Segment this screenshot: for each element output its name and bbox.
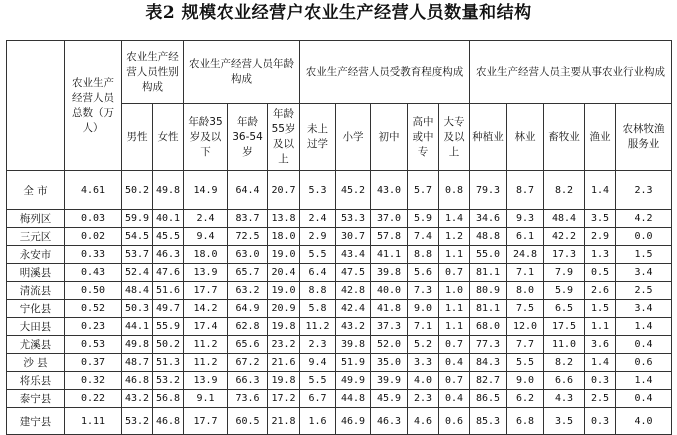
- value-cell: 1.11: [65, 408, 122, 435]
- value-cell: 48.4: [122, 282, 153, 300]
- header-ind-forest: 林业: [507, 104, 544, 171]
- value-cell: 2.3: [300, 336, 336, 354]
- value-cell: 63.0: [228, 246, 268, 264]
- value-cell: 3.4: [616, 264, 672, 282]
- value-cell: 42.8: [336, 282, 371, 300]
- value-cell: 9.1: [184, 390, 228, 408]
- value-cell: 3.3: [408, 354, 439, 372]
- header-region-blank: [7, 41, 65, 171]
- value-cell: 5.5: [507, 354, 544, 372]
- value-cell: 47.5: [336, 264, 371, 282]
- value-cell: 7.1: [408, 318, 439, 336]
- region-cell: 宁化县: [7, 300, 65, 318]
- value-cell: 9.0: [507, 372, 544, 390]
- value-cell: 8.0: [507, 282, 544, 300]
- value-cell: 0.4: [616, 390, 672, 408]
- value-cell: 0.4: [439, 390, 470, 408]
- value-cell: 17.5: [544, 318, 585, 336]
- value-cell: 0.50: [65, 282, 122, 300]
- value-cell: 0.5: [585, 264, 616, 282]
- table-row: [7, 264, 672, 282]
- region-cell: 全 市: [7, 171, 65, 210]
- value-cell: 7.3: [408, 282, 439, 300]
- value-cell: 68.0: [470, 318, 507, 336]
- header-total-workers: 农业生产经营人员总数（万人）: [65, 41, 122, 171]
- value-cell: 43.2: [122, 390, 153, 408]
- value-cell: 13.8: [268, 210, 300, 228]
- region-cell: 大田县: [7, 318, 65, 336]
- value-cell: 1.4: [616, 372, 672, 390]
- value-cell: 0.7: [439, 336, 470, 354]
- value-cell: 37.0: [371, 210, 408, 228]
- value-cell: 40.1: [153, 210, 184, 228]
- table-row: [7, 210, 672, 228]
- table-row: [7, 228, 672, 246]
- value-cell: 21.8: [268, 408, 300, 435]
- value-cell: 17.7: [184, 408, 228, 435]
- value-cell: 43.0: [371, 171, 408, 210]
- value-cell: 0.52: [65, 300, 122, 318]
- value-cell: 11.2: [184, 336, 228, 354]
- region-cell: 沙 县: [7, 354, 65, 372]
- value-cell: 3.4: [616, 300, 672, 318]
- value-cell: 46.8: [153, 408, 184, 435]
- value-cell: 51.9: [336, 354, 371, 372]
- value-cell: 8.8: [300, 282, 336, 300]
- value-cell: 52.4: [122, 264, 153, 282]
- value-cell: 24.8: [507, 246, 544, 264]
- value-cell: 40.0: [371, 282, 408, 300]
- header-ind-fishery: 渔业: [585, 104, 616, 171]
- value-cell: 41.1: [371, 246, 408, 264]
- value-cell: 4.3: [544, 390, 585, 408]
- value-cell: 39.8: [371, 264, 408, 282]
- table-row: [7, 336, 672, 354]
- value-cell: 9.0: [408, 300, 439, 318]
- value-cell: 11.0: [544, 336, 585, 354]
- region-cell: 泰宁县: [7, 390, 65, 408]
- value-cell: 84.3: [470, 354, 507, 372]
- value-cell: 30.7: [336, 228, 371, 246]
- value-cell: 0.8: [439, 171, 470, 210]
- value-cell: 49.8: [153, 171, 184, 210]
- table-row-total: [7, 171, 672, 210]
- value-cell: 44.8: [336, 390, 371, 408]
- value-cell: 3.5: [544, 408, 585, 435]
- value-cell: 2.3: [408, 390, 439, 408]
- value-cell: 59.9: [122, 210, 153, 228]
- value-cell: 11.2: [184, 354, 228, 372]
- value-cell: 81.1: [470, 300, 507, 318]
- value-cell: 0.32: [65, 372, 122, 390]
- header-age-group: 农业生产经营人员年龄构成: [184, 41, 300, 104]
- value-cell: 50.2: [122, 171, 153, 210]
- value-cell: 37.3: [371, 318, 408, 336]
- value-cell: 53.7: [122, 246, 153, 264]
- value-cell: 0.22: [65, 390, 122, 408]
- value-cell: 53.2: [153, 372, 184, 390]
- value-cell: 6.4: [300, 264, 336, 282]
- value-cell: 9.4: [300, 354, 336, 372]
- value-cell: 6.2: [507, 390, 544, 408]
- header-age-36-54: 年龄36-54岁: [228, 104, 268, 171]
- value-cell: 7.9: [544, 264, 585, 282]
- value-cell: 55.0: [470, 246, 507, 264]
- value-cell: 80.9: [470, 282, 507, 300]
- value-cell: 4.2: [616, 210, 672, 228]
- value-cell: 13.9: [184, 264, 228, 282]
- value-cell: 19.0: [268, 282, 300, 300]
- value-cell: 5.2: [408, 336, 439, 354]
- value-cell: 7.5: [507, 300, 544, 318]
- value-cell: 0.53: [65, 336, 122, 354]
- value-cell: 5.5: [300, 372, 336, 390]
- value-cell: 51.6: [153, 282, 184, 300]
- header-male: 男性: [122, 104, 153, 171]
- value-cell: 64.9: [228, 300, 268, 318]
- value-cell: 39.9: [371, 372, 408, 390]
- value-cell: 41.8: [371, 300, 408, 318]
- value-cell: 0.3: [585, 408, 616, 435]
- value-cell: 2.4: [184, 210, 228, 228]
- value-cell: 77.3: [470, 336, 507, 354]
- value-cell: 66.3: [228, 372, 268, 390]
- value-cell: 35.0: [371, 354, 408, 372]
- value-cell: 5.7: [408, 171, 439, 210]
- header-gender-group: 农业生产经营人员性别构成: [122, 41, 184, 104]
- value-cell: 34.6: [470, 210, 507, 228]
- value-cell: 2.9: [585, 228, 616, 246]
- table-body: [7, 171, 672, 435]
- value-cell: 49.7: [153, 300, 184, 318]
- value-cell: 5.9: [408, 210, 439, 228]
- header-age-35-below: 年龄35岁及以下: [184, 104, 228, 171]
- value-cell: 4.0: [616, 408, 672, 435]
- value-cell: 57.8: [371, 228, 408, 246]
- value-cell: 46.3: [371, 408, 408, 435]
- value-cell: 2.9: [300, 228, 336, 246]
- value-cell: 17.7: [184, 282, 228, 300]
- value-cell: 56.8: [153, 390, 184, 408]
- value-cell: 44.1: [122, 318, 153, 336]
- value-cell: 5.9: [544, 282, 585, 300]
- value-cell: 9.4: [184, 228, 228, 246]
- value-cell: 8.7: [507, 171, 544, 210]
- value-cell: 20.4: [268, 264, 300, 282]
- table-row: [7, 354, 672, 372]
- value-cell: 1.5: [616, 246, 672, 264]
- value-cell: 0.33: [65, 246, 122, 264]
- value-cell: 23.2: [268, 336, 300, 354]
- value-cell: 1.6: [300, 408, 336, 435]
- region-cell: 建宁县: [7, 408, 65, 435]
- value-cell: 6.5: [544, 300, 585, 318]
- value-cell: 54.5: [122, 228, 153, 246]
- value-cell: 2.4: [300, 210, 336, 228]
- value-cell: 19.8: [268, 372, 300, 390]
- value-cell: 60.5: [228, 408, 268, 435]
- value-cell: 79.3: [470, 171, 507, 210]
- header-ind-livestock: 畜牧业: [544, 104, 585, 171]
- value-cell: 83.7: [228, 210, 268, 228]
- value-cell: 1.3: [585, 246, 616, 264]
- value-cell: 4.61: [65, 171, 122, 210]
- value-cell: 53.3: [336, 210, 371, 228]
- header-ind-crop: 种植业: [470, 104, 507, 171]
- stats-table: [6, 40, 672, 435]
- header-age-55-above: 年龄55岁及以上: [268, 104, 300, 171]
- value-cell: 19.8: [268, 318, 300, 336]
- value-cell: 21.6: [268, 354, 300, 372]
- value-cell: 0.43: [65, 264, 122, 282]
- table-row: [7, 246, 672, 264]
- value-cell: 65.7: [228, 264, 268, 282]
- value-cell: 7.1: [507, 264, 544, 282]
- region-cell: 明溪县: [7, 264, 65, 282]
- value-cell: 6.8: [507, 408, 544, 435]
- value-cell: 50.2: [153, 336, 184, 354]
- value-cell: 6.7: [300, 390, 336, 408]
- value-cell: 18.0: [184, 246, 228, 264]
- value-cell: 62.8: [228, 318, 268, 336]
- value-cell: 86.5: [470, 390, 507, 408]
- value-cell: 8.8: [408, 246, 439, 264]
- table-row: [7, 390, 672, 408]
- value-cell: 1.1: [439, 318, 470, 336]
- header-edu-none: 未上过学: [300, 104, 336, 171]
- value-cell: 51.3: [153, 354, 184, 372]
- header-female: 女性: [153, 104, 184, 171]
- value-cell: 14.2: [184, 300, 228, 318]
- value-cell: 2.5: [616, 282, 672, 300]
- value-cell: 52.0: [371, 336, 408, 354]
- value-cell: 2.5: [585, 390, 616, 408]
- value-cell: 85.3: [470, 408, 507, 435]
- value-cell: 65.6: [228, 336, 268, 354]
- value-cell: 5.8: [300, 300, 336, 318]
- value-cell: 1.4: [585, 171, 616, 210]
- value-cell: 3.6: [585, 336, 616, 354]
- value-cell: 48.7: [122, 354, 153, 372]
- value-cell: 12.0: [507, 318, 544, 336]
- header-edu-primary: 小学: [336, 104, 371, 171]
- region-cell: 三元区: [7, 228, 65, 246]
- value-cell: 1.4: [616, 318, 672, 336]
- value-cell: 81.1: [470, 264, 507, 282]
- value-cell: 0.7: [439, 372, 470, 390]
- value-cell: 4.0: [408, 372, 439, 390]
- value-cell: 46.9: [336, 408, 371, 435]
- value-cell: 5.6: [408, 264, 439, 282]
- value-cell: 53.2: [122, 408, 153, 435]
- region-cell: 永安市: [7, 246, 65, 264]
- value-cell: 0.23: [65, 318, 122, 336]
- table-row: [7, 372, 672, 390]
- value-cell: 20.7: [268, 171, 300, 210]
- table-row: [7, 282, 672, 300]
- value-cell: 67.2: [228, 354, 268, 372]
- value-cell: 11.2: [300, 318, 336, 336]
- value-cell: 82.7: [470, 372, 507, 390]
- value-cell: 18.0: [268, 228, 300, 246]
- value-cell: 63.2: [228, 282, 268, 300]
- value-cell: 1.4: [439, 210, 470, 228]
- value-cell: 1.1: [439, 300, 470, 318]
- value-cell: 8.2: [544, 171, 585, 210]
- value-cell: 7.7: [507, 336, 544, 354]
- value-cell: 1.4: [585, 354, 616, 372]
- header-edu-junior: 初中: [371, 104, 408, 171]
- value-cell: 47.6: [153, 264, 184, 282]
- value-cell: 0.6: [616, 354, 672, 372]
- table-row: [7, 408, 672, 435]
- table-title: 表2 规模农业经营户农业生产经营人员数量和结构: [145, 3, 532, 23]
- value-cell: 19.0: [268, 246, 300, 264]
- value-cell: 49.8: [122, 336, 153, 354]
- value-cell: 14.9: [184, 171, 228, 210]
- value-cell: 17.3: [544, 246, 585, 264]
- value-cell: 7.4: [408, 228, 439, 246]
- value-cell: 17.2: [268, 390, 300, 408]
- value-cell: 9.3: [507, 210, 544, 228]
- value-cell: 43.4: [336, 246, 371, 264]
- value-cell: 0.6: [439, 408, 470, 435]
- value-cell: 0.37: [65, 354, 122, 372]
- value-cell: 2.6: [585, 282, 616, 300]
- value-cell: 42.2: [544, 228, 585, 246]
- value-cell: 39.8: [336, 336, 371, 354]
- region-cell: 尤溪县: [7, 336, 65, 354]
- value-cell: 42.4: [336, 300, 371, 318]
- value-cell: 0.4: [439, 354, 470, 372]
- header-edu-senior: 高中或中专: [408, 104, 439, 171]
- value-cell: 43.2: [336, 318, 371, 336]
- value-cell: 4.6: [408, 408, 439, 435]
- value-cell: 0.03: [65, 210, 122, 228]
- value-cell: 20.9: [268, 300, 300, 318]
- region-cell: 梅列区: [7, 210, 65, 228]
- value-cell: 17.4: [184, 318, 228, 336]
- value-cell: 72.5: [228, 228, 268, 246]
- value-cell: 45.9: [371, 390, 408, 408]
- value-cell: 2.3: [616, 171, 672, 210]
- value-cell: 73.6: [228, 390, 268, 408]
- value-cell: 5.5: [300, 246, 336, 264]
- header-edu-college: 大专及以上: [439, 104, 470, 171]
- region-cell: 清流县: [7, 282, 65, 300]
- value-cell: 49.9: [336, 372, 371, 390]
- value-cell: 0.4: [616, 336, 672, 354]
- value-cell: 0.7: [439, 264, 470, 282]
- value-cell: 13.9: [184, 372, 228, 390]
- value-cell: 1.0: [439, 282, 470, 300]
- value-cell: 64.4: [228, 171, 268, 210]
- value-cell: 1.2: [439, 228, 470, 246]
- value-cell: 6.1: [507, 228, 544, 246]
- value-cell: 3.5: [585, 210, 616, 228]
- value-cell: 5.3: [300, 171, 336, 210]
- value-cell: 0.02: [65, 228, 122, 246]
- region-cell: 将乐县: [7, 372, 65, 390]
- value-cell: 46.8: [122, 372, 153, 390]
- header-industry-group: 农业生产经营人员主要从事农业行业构成: [470, 41, 672, 104]
- value-cell: 48.8: [470, 228, 507, 246]
- value-cell: 1.5: [585, 300, 616, 318]
- value-cell: 48.4: [544, 210, 585, 228]
- value-cell: 8.2: [544, 354, 585, 372]
- value-cell: 1.1: [585, 318, 616, 336]
- value-cell: 45.2: [336, 171, 371, 210]
- value-cell: 55.9: [153, 318, 184, 336]
- value-cell: 50.3: [122, 300, 153, 318]
- table-row: [7, 318, 672, 336]
- value-cell: 46.3: [153, 246, 184, 264]
- header-ind-service: 农林牧渔服务业: [616, 104, 672, 171]
- value-cell: 0.3: [585, 372, 616, 390]
- value-cell: 45.5: [153, 228, 184, 246]
- table-row: [7, 300, 672, 318]
- header-education-group: 农业生产经营人员受教育程度构成: [300, 41, 470, 104]
- value-cell: 1.1: [439, 246, 470, 264]
- value-cell: 6.6: [544, 372, 585, 390]
- value-cell: 0.0: [616, 228, 672, 246]
